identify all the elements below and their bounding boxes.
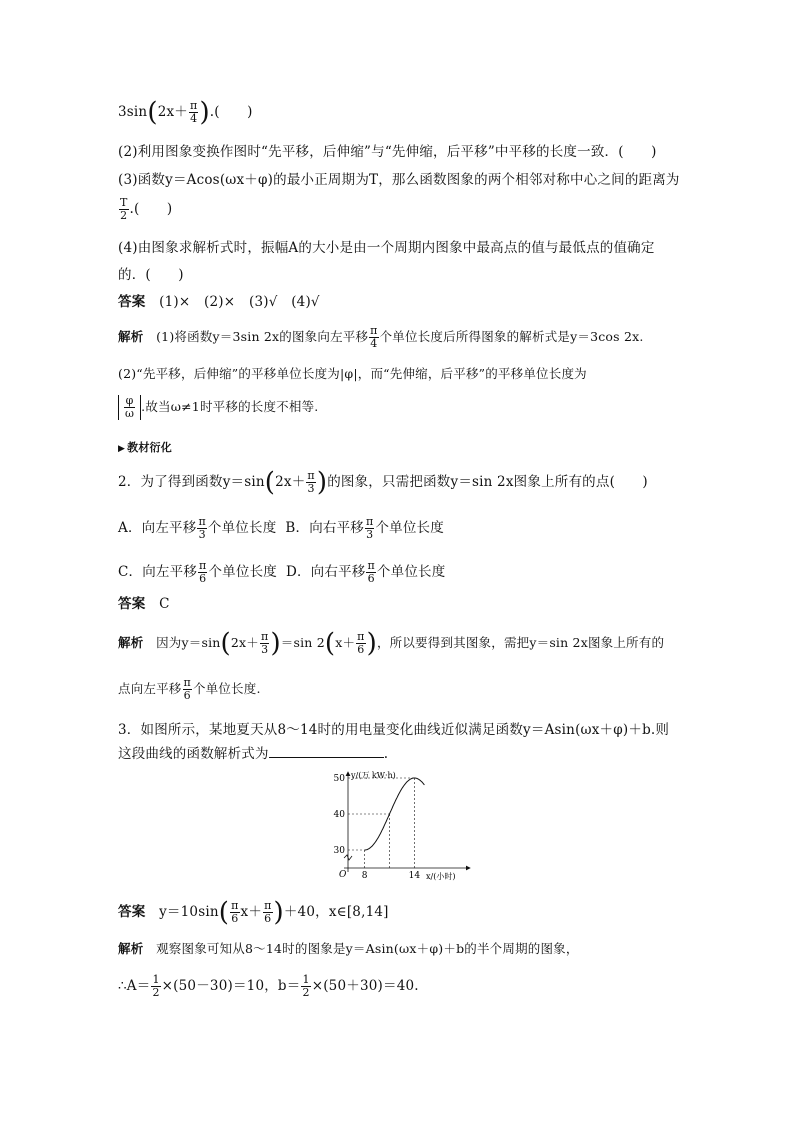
- fraction: $\frac{1}{2}$: [152, 973, 160, 999]
- q1-answer: 答案 (1)× (2)× (3)√ (4)√: [118, 294, 320, 310]
- x-axis-label: x/(小时): [426, 872, 456, 881]
- y-tick-label-40: 40: [333, 810, 345, 820]
- q3-stem-1: 3．如图所示，某地夏天从8～14时的用电量变化曲线近似满足函数y＝Asin(ωx＋φ)＋b.则: [118, 722, 670, 738]
- fraction: $\frac{\pi}{3}$: [366, 515, 374, 541]
- fraction: $\frac{\pi}{6}$: [264, 899, 272, 925]
- answer-label: 答案: [118, 596, 146, 612]
- x-tick-label-14: 14: [408, 871, 421, 881]
- q1-item-3-end: $\frac{T}{2}$ .( ): [120, 196, 173, 222]
- triangle-icon: ▶: [118, 444, 126, 454]
- fraction: $\frac{T}{2}$: [120, 196, 128, 222]
- fraction: $\frac{\pi}{3}$: [198, 515, 206, 541]
- fraction: $\frac{\pi}{6}$: [199, 559, 207, 585]
- q1-item-4: (4)由图象求解析式时，振幅A的大小是由一个周期内图象中最高点的值与最低点的值确定: [118, 240, 655, 256]
- analysis-label: 解析: [118, 941, 144, 956]
- origin-label: O: [339, 870, 347, 880]
- q1-analysis-3: $\frac{\varphi}{\omega}$ .故当ω≠1时平移的长度不相等.: [118, 395, 318, 420]
- q3-stem-2: 这段曲线的函数解析式为 .: [118, 743, 388, 764]
- q1-item-3: (3)函数y＝Acos(ωx＋φ)的最小正周期为T，那么函数图象的两个相邻对称中心之间的距离为: [118, 172, 680, 188]
- section-heading: ▶ 教材衍化: [118, 441, 172, 454]
- q3-answer: 答案 y＝10sin( $\frac{\pi}{6}$ x＋ $\frac{\pi}{6}$ )＋40，x∈[8,14]: [118, 897, 389, 928]
- answer-label: 答案: [118, 294, 146, 310]
- fraction: $\frac{\pi}{6}$: [183, 676, 191, 702]
- option-b[interactable]: B．向右平移 $\frac{\pi}{3}$ 个单位长度: [285, 515, 444, 541]
- q2-options-cd: [118, 560, 445, 585]
- answer-blank[interactable]: [269, 743, 384, 758]
- fraction: $\frac{\pi}{4}$: [190, 99, 198, 125]
- option-c[interactable]: C．向左平移 $\frac{\pi}{6}$ 个单位长度: [118, 559, 277, 585]
- y-tick-label-50: 50: [333, 774, 345, 784]
- q3-analysis-1: 解析 观察图象可知从8～14时的图象是y＝Asin(ωx＋φ)＋b的半个周期的图象，: [118, 941, 579, 956]
- fraction: $\frac{\pi}{6}$: [367, 559, 375, 585]
- q2-options-ab: [118, 516, 444, 541]
- q1-item-4-end: 的．( ): [118, 267, 184, 283]
- y-tick-label-30: 30: [333, 846, 345, 856]
- q1-analysis-1: 解析 (1)将函数y＝3sin 2x的图象向左平移 $\frac{\pi}{4}$ 个单位长度后所得图象的解析式是y＝3cos 2x.: [118, 324, 644, 350]
- x-tick-label-8: 8: [361, 871, 368, 881]
- q2-stem: 2．为了得到函数y＝sin(2x＋ $\frac{\pi}{3}$ )的图象，只需把函数y＝sin 2x图象上所有的点( ): [118, 467, 648, 498]
- y-axis-label: y/(万 kW·h): [351, 771, 396, 780]
- fraction: $\frac{\pi}{3}$: [307, 469, 315, 495]
- q1-item-2: (2)利用图象变换作图时“先平移，后伸缩”与“先伸缩，后平移”中平移的长度一致．( ): [118, 144, 657, 160]
- fraction: $\frac{\pi}{6}$: [357, 630, 365, 656]
- q1-continuation: 3sin(2x＋ $\frac{\pi}{4}$ ).( ): [118, 97, 253, 128]
- q3-analysis-2: ∴A＝ $\frac{1}{2}$ ×(50－30)＝10，b＝ $\frac{1}{2}$ ×(50＋30)＝40.: [118, 973, 419, 999]
- q1-cont-text: 3sin: [118, 104, 148, 120]
- q2-answer: 答案 C: [118, 596, 170, 612]
- q1-analysis-2: (2)“先平移，后伸缩”的平移单位长度为|φ|，而“先伸缩，后平移”的平移单位长度为: [118, 366, 587, 381]
- power-usage-chart: [322, 768, 472, 884]
- q2-analysis-1: 解析 因为y＝sin(2x＋ $\frac{\pi}{3}$ )＝sin 2(x＋ $\frac{\pi}{6}$ )，所以要得到其图象，需把y＝sin 2x图象上所有的: [118, 628, 665, 659]
- q2-analysis-2: 点向左平移 $\frac{\pi}{6}$ 个单位长度.: [118, 676, 261, 702]
- answer-label: 答案: [118, 904, 146, 920]
- option-d[interactable]: D．向右平移 $\frac{\pi}{6}$ 个单位长度: [285, 559, 446, 585]
- fraction: $\frac{\pi}{3}$: [261, 630, 269, 656]
- fraction: $\frac{\varphi}{\omega}$: [125, 394, 135, 420]
- fraction: $\frac{1}{2}$: [302, 973, 310, 999]
- fraction: $\frac{\pi}{6}$: [231, 899, 239, 925]
- fraction: $\frac{\pi}{4}$: [370, 324, 378, 350]
- analysis-label: 解析: [118, 635, 144, 650]
- option-a[interactable]: A．向左平移 $\frac{\pi}{3}$ 个单位长度: [118, 515, 277, 541]
- analysis-label: 解析: [118, 329, 144, 344]
